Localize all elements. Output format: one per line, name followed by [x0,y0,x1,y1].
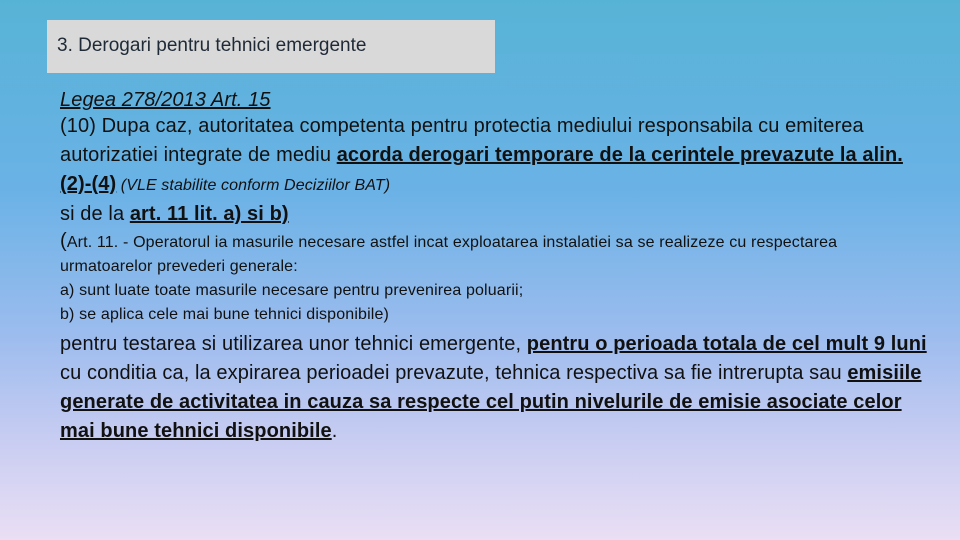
period-emphasis: pentru o perioada totala de cel mult 9 luni [526,333,927,355]
law-reference: Legea 278/2013 Art. 15 [60,89,271,111]
art11-item-a: a) sunt luate toate masurile necesare pentru prevenirea poluarii; [60,282,524,299]
emissions-emphasis: emisiile generate de activitatea in cauza sa respecte cel putin nivelurile de emisie asociate celor mai bune tehnici disponibile [60,362,922,442]
paragraph-10-text: (10) Dupa caz, autoritatea competenta pentru protectia mediului responsabila cu emiterea autorizatiei integrate de mediu [60,115,864,166]
emergent-techniques-paragraph [60,330,930,446]
art11-emphasis: art. 11 lit. a) si b) [129,203,289,225]
emergent-text-1: pentru testarea si utilizarea unor tehnici emergente, [60,333,527,355]
slide-title-box [47,20,495,73]
paragraph-10 [60,112,930,200]
slide-title: 3. Derogari pentru tehnici emergente [57,35,367,56]
slide-body [60,88,930,446]
art11-reference-line [60,200,930,229]
emergent-text-2: cu conditia ca, la expirarea perioadei prevazute, tehnica respectiva sa fie intrerupta sau [60,362,848,384]
art11-open-paren: ( [60,230,67,252]
art11-quote [60,229,930,279]
emergent-text-end: . [331,420,338,442]
art11-prefix: si de la [60,203,130,225]
derogation-emphasis: acorda derogari temporare de la cerintele prevazute la alin. (2)-(4) [60,144,903,195]
art11-item-b: b) se aplica cele mai bune tehnici disponibile) [60,306,390,323]
art11-quote-text: Art. 11. - Operatorul ia masurile necesare astfel incat exploatarea instalatiei sa se realizeze cu respectarea urmatoarelor prevederi generale: [60,234,838,275]
vle-note: (VLE stabilite conform Deciziilor BAT) [116,177,391,194]
